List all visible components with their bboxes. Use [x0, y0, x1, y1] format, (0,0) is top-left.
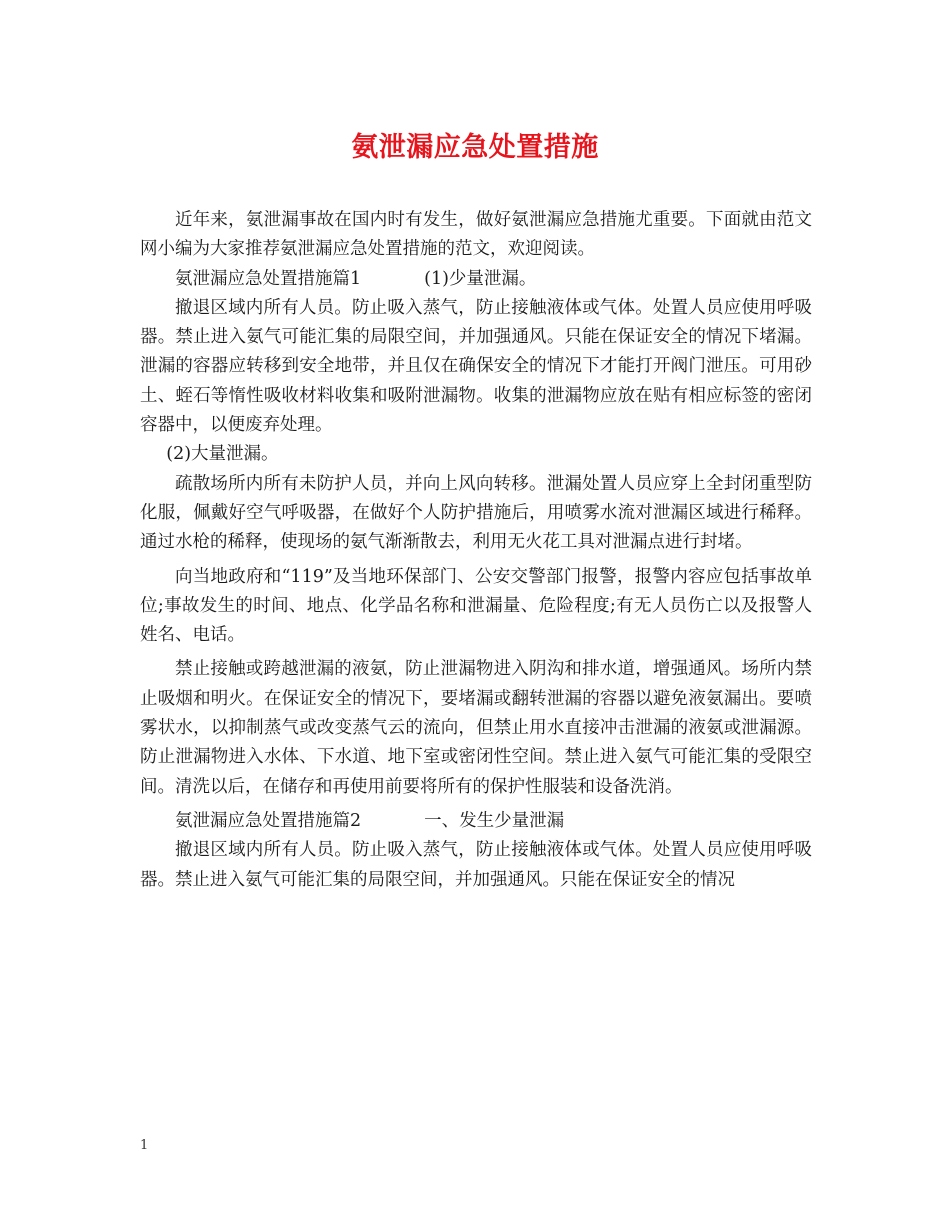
paragraph-evacuation: 疏散场所内所有未防护人员，并向上风向转移。泄漏处置人员应穿上全封闭重型防化服，佩戴好空气呼吸器，在做好个人防护措施后，用喷雾水流对泄漏区域进行稀释。通过水枪的稀释，使现场的氨气渐渐散去，利用无火花工具对泄漏点进行封堵。 — [140, 473, 812, 553]
page-number: 1 — [140, 1138, 149, 1153]
document-body — [140, 206, 812, 895]
paragraph-small-leak-2: 撤退区域内所有人员。防止吸入蒸气，防止接触液体或气体。处置人员应使用呼吸器。禁止进入氨气可能汇集的局限空间，并加强通风。只能在保证安全的情况 — [140, 840, 812, 890]
paragraph-intro: 近年来，氨泄漏事故在国内时有发生，做好氨泄漏应急措施尤重要。下面就由范文网小编为大家推荐氨泄漏应急处置措施的范文，欢迎阅读。 — [140, 210, 812, 260]
section-1-heading-line — [140, 265, 812, 294]
paragraph-prohibitions: 禁止接触或跨越泄漏的液氨，防止泄漏物进入阴沟和排水道，增强通风。场所内禁止吸烟和明火。在保证安全的情况下，要堵漏或翻转泄漏的容器以避免液氨漏出。要喷雾状水，以抑制蒸气或改变蒸气云的流向，但禁止用水直接冲击泄漏的液氨或泄漏源。防止泄漏物进入水体、下水道、地下室或密闭性空间。禁止进入氨气可能汇集的受限空间。清洗以后，在储存和再使用前要将所有的保护性服装和设备洗消。 — [140, 659, 812, 797]
section-2-subheading: 一、发生少量泄漏 — [424, 810, 565, 831]
document-title: 氨泄漏应急处置措施 — [351, 132, 599, 163]
section-2-heading-line — [140, 807, 812, 836]
section-1-heading: 氨泄漏应急处置措施篇1 — [175, 268, 362, 289]
section-1-subheading: (1)少量泄漏。 — [424, 268, 537, 289]
paragraph-report: 向当地政府和“119”及当地环保部门、公安交警部门报警，报警内容应包括事故单位;事故发生的时间、地点、化学品名称和泄漏量、危险程度;有无人员伤亡以及报警人姓名、电话。 — [140, 566, 812, 646]
paragraph-small-leak: 撤退区域内所有人员。防止吸入蒸气，防止接触液体或气体。处置人员应使用呼吸器。禁止进入氨气可能汇集的局限空间，并加强通风。只能在保证安全的情况下堵漏。泄漏的容器应转移到安全地带，并且仅在确保安全的情况下才能打开阀门泄压。可用砂土、蛭石等惰性吸收材料收集和吸附泄漏物。收集的泄漏物应放在贴有相应标签的密闭容器中，以便废弃处理。 — [140, 297, 812, 436]
paragraph-large-leak-heading: (2)大量泄漏。 — [166, 444, 279, 465]
section-2-heading: 氨泄漏应急处置措施篇2 — [175, 810, 362, 831]
